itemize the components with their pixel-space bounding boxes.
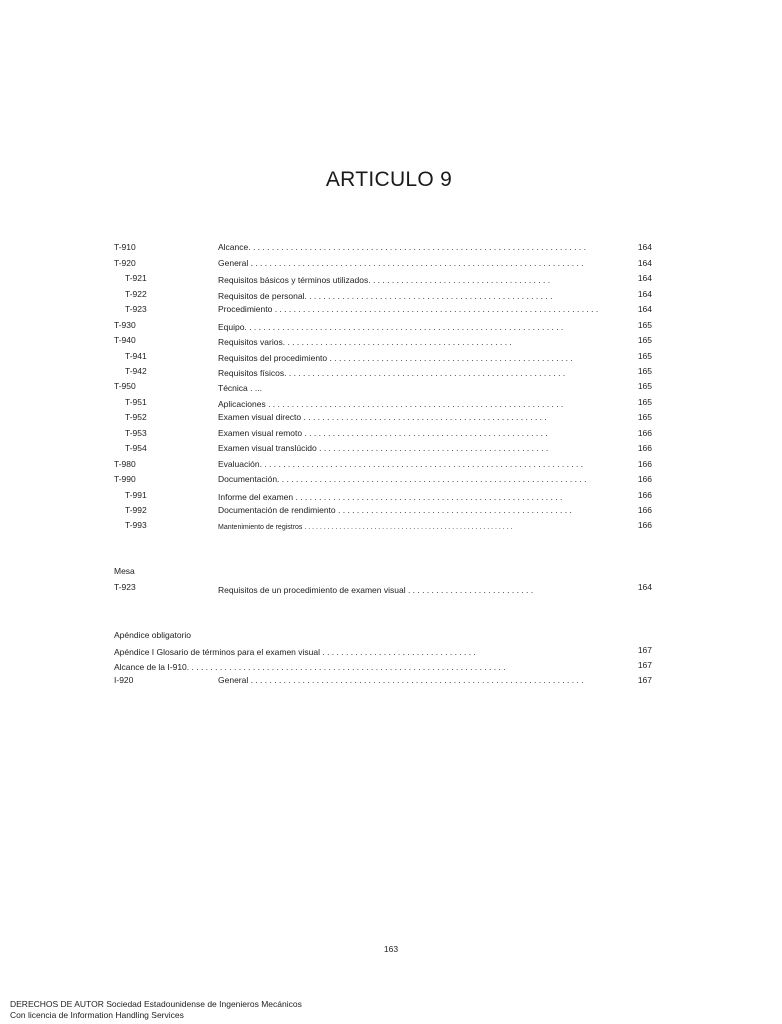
toc-row (0, 365, 768, 378)
appendix-line-3-page: 167 (637, 675, 652, 685)
appendix-line-3-code: I-920 (114, 675, 134, 685)
appendix-line-2-page: 167 (637, 660, 652, 670)
mesa-row (0, 581, 768, 594)
toc-row (0, 257, 768, 270)
toc-entry: Aplicaciones . . . . . . . . . . . . . . . . . . . . . . . . . . . . . . . . . . . . . . . . . . . . . . . . . . . . . . . . . . . . . . . (218, 399, 564, 409)
toc-code: T-920 (114, 258, 136, 268)
toc-row (0, 411, 768, 424)
toc-entry: Requisitos del procedimiento . . . . . . . . . . . . . . . . . . . . . . . . . . . . . . . . . . . . . . . . . . . . . . . . . . . . (218, 353, 573, 363)
toc-row (0, 489, 768, 502)
toc-row (0, 350, 768, 363)
toc-entry: Alcance. . . . . . . . . . . . . . . . . . . . . . . . . . . . . . . . . . . . . . . . . . . . . . . . . . . . . . . . . . . . . . . . . . . . . . . . (218, 242, 586, 252)
appendix-line-3 (0, 674, 768, 687)
toc-entry: Técnica . ... (218, 383, 262, 393)
toc-page: 164 (637, 273, 652, 283)
appendix-heading: Apéndice obligatorio (114, 630, 192, 640)
toc-page: 166 (637, 520, 652, 530)
toc-row (0, 241, 768, 254)
toc-code: T-980 (114, 459, 136, 469)
toc-row (0, 288, 768, 301)
toc-page: 166 (637, 428, 652, 438)
toc-entry: General . . . . . . . . . . . . . . . . . . . . . . . . . . . . . . . . . . . . . . . . . . . . . . . . . . . . . . . . . . . . . . . . . . . . . . . (218, 258, 584, 268)
toc-entry: Examen visual remoto . . . . . . . . . . . . . . . . . . . . . . . . . . . . . . . . . . . . . . . . . . . . . . . . . . . . (218, 428, 548, 438)
article-title: ARTICULO 9 (325, 168, 453, 191)
footer-license: Con licencia de Information Handling Services (10, 1010, 184, 1020)
toc-page: 165 (637, 351, 652, 361)
toc-entry: Examen visual directo . . . . . . . . . . . . . . . . . . . . . . . . . . . . . . . . . . . . . . . . . . . . . . . . . . . . (218, 412, 547, 422)
toc-page: 164 (637, 304, 652, 314)
toc-page: 165 (637, 320, 652, 330)
toc-code: T-951 (125, 397, 147, 407)
footer-copyright: DERECHOS DE AUTOR Sociedad Estadounidense de Ingenieros Mecánicos (10, 999, 302, 1009)
toc-entry: Examen visual translúcido . . . . . . . . . . . . . . . . . . . . . . . . . . . . . . . . . . . . . . . . . . . . . . . . . (218, 443, 549, 453)
toc-page: 166 (637, 490, 652, 500)
appendix-line-2-text: Alcance de la I-910. . . . . . . . . . . . . . . . . . . . . . . . . . . . . . . . . . . . . . . . . . . . . . . . . . . . . . . . . . . . . . . . . . . . (114, 662, 506, 672)
toc-row (0, 303, 768, 316)
toc-code: T-993 (125, 520, 147, 530)
toc-page: 165 (637, 381, 652, 391)
toc-page: 164 (637, 289, 652, 299)
toc-code: T-952 (125, 412, 147, 422)
toc-code: T-954 (125, 443, 147, 453)
toc-code: T-910 (114, 242, 136, 252)
toc-code: T-990 (114, 474, 136, 484)
toc-code: T-942 (125, 366, 147, 376)
mesa-heading: Mesa (114, 566, 135, 576)
toc-code: T-922 (125, 289, 147, 299)
toc-entry: Documentación de rendimiento . . . . . . . . . . . . . . . . . . . . . . . . . . . . . . . . . . . . . . . . . . . . . . . . . . (218, 505, 572, 515)
toc-page: 166 (637, 443, 652, 453)
mesa-code: T-923 (114, 582, 136, 592)
toc-entry: Procedimiento . . . . . . . . . . . . . . . . . . . . . . . . . . . . . . . . . . . . . . . . . . . . . . . . . . . . . . . . . . . . . . . . . . . . . (218, 304, 599, 314)
toc-row (0, 380, 768, 393)
toc-row (0, 473, 768, 486)
mesa-text: Requisitos de un procedimiento de examen visual . . . . . . . . . . . . . . . . . . . . . . . . . . . (218, 585, 534, 595)
toc-entry: Requisitos básicos y términos utilizados. . . . . . . . . . . . . . . . . . . . . . . . . . . . . . . . . . . . . . . (218, 275, 551, 285)
appendix-heading-row (0, 629, 768, 642)
toc-entry: Documentación. . . . . . . . . . . . . . . . . . . . . . . . . . . . . . . . . . . . . . . . . . . . . . . . . . . . . . . . . . . . . . . . . . (218, 474, 587, 484)
appendix-line-1-page: 167 (637, 645, 652, 655)
toc-page: 165 (637, 335, 652, 345)
toc-code: T-923 (125, 304, 147, 314)
toc-entry: Evaluación. . . . . . . . . . . . . . . . . . . . . . . . . . . . . . . . . . . . . . . . . . . . . . . . . . . . . . . . . . . . . . . . . . . . . (218, 459, 584, 469)
toc-row (0, 334, 768, 347)
toc-entry: Requisitos de personal. . . . . . . . . . . . . . . . . . . . . . . . . . . . . . . . . . . . . . . . . . . . . . . . . . . . . (218, 291, 553, 301)
toc-code: T-991 (125, 490, 147, 500)
toc-row (0, 319, 768, 332)
toc-code: T-992 (125, 505, 147, 515)
toc-page: 165 (637, 366, 652, 376)
page-number: 163 (383, 944, 399, 954)
toc-code: T-940 (114, 335, 136, 345)
toc-page: 165 (637, 412, 652, 422)
toc-page: 166 (637, 459, 652, 469)
toc-code: T-953 (125, 428, 147, 438)
toc-page: 166 (637, 505, 652, 515)
toc-row (0, 396, 768, 409)
toc-row (0, 458, 768, 471)
toc-entry: Requisitos físicos. . . . . . . . . . . . . . . . . . . . . . . . . . . . . . . . . . . . . . . . . . . . . . . . . . . . . . . . . . . . (218, 368, 566, 378)
appendix-line-1-text: Apéndice I Glosario de términos para el examen visual . . . . . . . . . . . . . . . . . . . . . . . . . . . . . . . . . (114, 647, 476, 657)
appendix-line-3-text: General . . . . . . . . . . . . . . . . . . . . . . . . . . . . . . . . . . . . . . . . . . . . . . . . . . . . . . . . . . . . . . . . . . . . . . . (218, 675, 584, 685)
toc-row (0, 427, 768, 440)
toc-code: T-921 (125, 273, 147, 283)
toc-row (0, 272, 768, 285)
toc-row (0, 504, 768, 517)
toc-entry: Requisitos varios. . . . . . . . . . . . . . . . . . . . . . . . . . . . . . . . . . . . . . . . . . . . . . . . . (218, 337, 512, 347)
toc-code: T-941 (125, 351, 147, 361)
toc-entry: Mantenimiento de registros . . . . . . . . . . . . . . . . . . . . . . . . . . . . . . . . . . . . . . . . . . . . . . . . . . . . . . (218, 524, 513, 531)
toc-row (0, 442, 768, 455)
toc-entry: Equipo. . . . . . . . . . . . . . . . . . . . . . . . . . . . . . . . . . . . . . . . . . . . . . . . . . . . . . . . . . . . . . . . . . . . (218, 322, 564, 332)
toc-page: 164 (637, 242, 652, 252)
toc-code: T-930 (114, 320, 136, 330)
mesa-heading-row (0, 565, 768, 578)
toc-code: T-950 (114, 381, 136, 391)
toc-row (0, 519, 768, 532)
toc-page: 164 (637, 258, 652, 268)
toc-page: 165 (637, 397, 652, 407)
appendix-line-2 (0, 659, 768, 672)
mesa-page: 164 (637, 582, 652, 592)
toc-page: 166 (637, 474, 652, 484)
appendix-line-1 (0, 644, 768, 657)
toc-entry: Informe del examen . . . . . . . . . . . . . . . . . . . . . . . . . . . . . . . . . . . . . . . . . . . . . . . . . . . . . . . . . (218, 492, 563, 502)
